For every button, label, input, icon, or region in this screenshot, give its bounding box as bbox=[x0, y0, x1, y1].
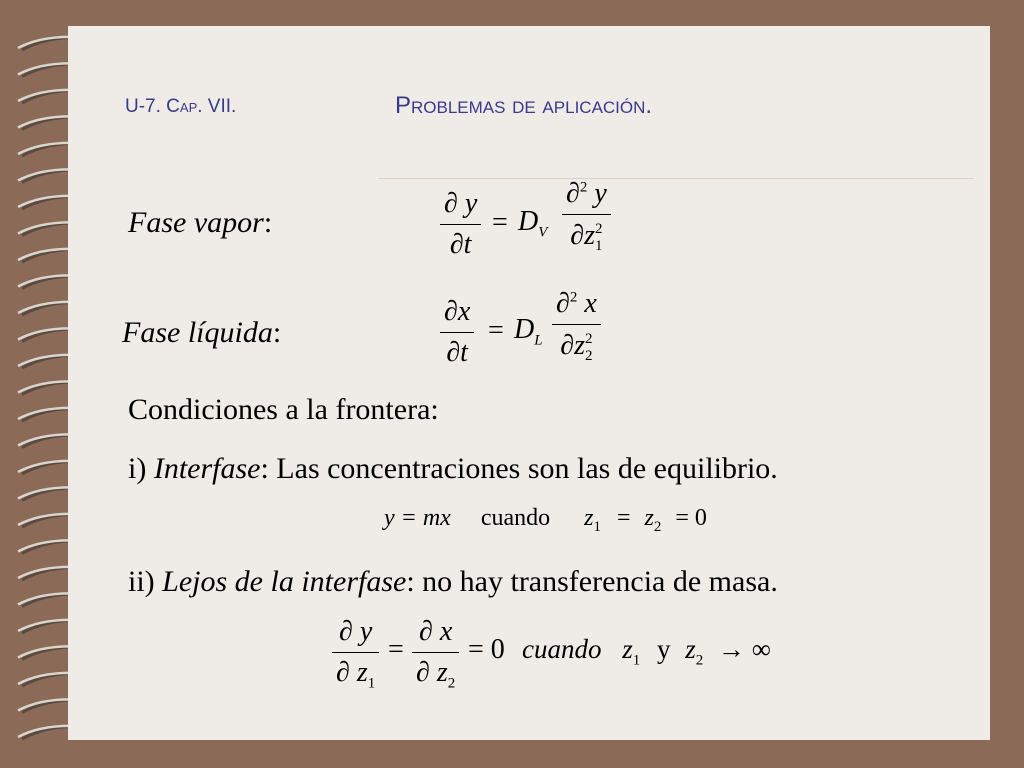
slide-page bbox=[68, 26, 990, 740]
boundary-conditions-heading: Condiciones a la frontera: bbox=[128, 393, 439, 426]
fraction-bar bbox=[562, 214, 611, 215]
liquid-rhs-denominator: ∂z 2 2 bbox=[560, 329, 593, 364]
vapor-lhs-denominator: ∂t bbox=[449, 229, 472, 260]
fraction-bar bbox=[440, 332, 474, 333]
condition-ii: ii) Lejos de la interfase: no hay transferencia de masa. bbox=[128, 565, 778, 598]
fraction-bar bbox=[440, 224, 481, 225]
liquid-lhs-denominator: ∂t bbox=[446, 337, 468, 368]
liquid-diffusivity: $D_L$ bbox=[514, 314, 543, 349]
far-condition: cuando $z_1$ y $z_2$ → ∞ bbox=[522, 634, 772, 669]
liquid-rhs-numerator: ∂$^2$ x bbox=[556, 288, 597, 319]
condition-i: i) Interfase: Las concentraciones son las de equilibrio. bbox=[128, 452, 778, 485]
fraction-bar bbox=[332, 652, 379, 653]
interface-equation: y = mx cuando $z_1 = z_2 = 0$ bbox=[384, 505, 707, 535]
far-mid-numerator: ∂ x bbox=[418, 616, 453, 647]
liquid-lhs-numerator: ∂x bbox=[444, 296, 471, 327]
slide-title: Problemas de aplicación. bbox=[395, 92, 653, 119]
far-lhs-numerator: ∂ y bbox=[338, 616, 373, 647]
vapor-rhs-numerator: ∂$^2$ y bbox=[566, 178, 607, 209]
far-equals-1: = bbox=[388, 634, 404, 665]
vapor-phase-label: Fase vapor: bbox=[128, 206, 273, 239]
fraction-bar bbox=[412, 652, 459, 653]
vapor-equals: = bbox=[492, 207, 508, 238]
vapor-diffusivity: $D_V$ bbox=[518, 206, 548, 241]
vapor-rhs-denominator: ∂z 2 1 bbox=[570, 219, 603, 254]
header-divider bbox=[378, 178, 973, 179]
liquid-equals: = bbox=[488, 315, 504, 346]
far-mid-denominator: ∂ $z_2$ bbox=[416, 657, 456, 692]
far-equals-zero: = 0 bbox=[468, 634, 505, 665]
vapor-lhs-numerator: ∂ y bbox=[444, 188, 478, 219]
unit-header: U-7. Cap. VII. bbox=[125, 96, 237, 117]
liquid-phase-label: Fase líquida: bbox=[122, 316, 282, 349]
fraction-bar bbox=[552, 324, 601, 325]
far-lhs-denominator: ∂ $z_1$ bbox=[336, 657, 376, 692]
